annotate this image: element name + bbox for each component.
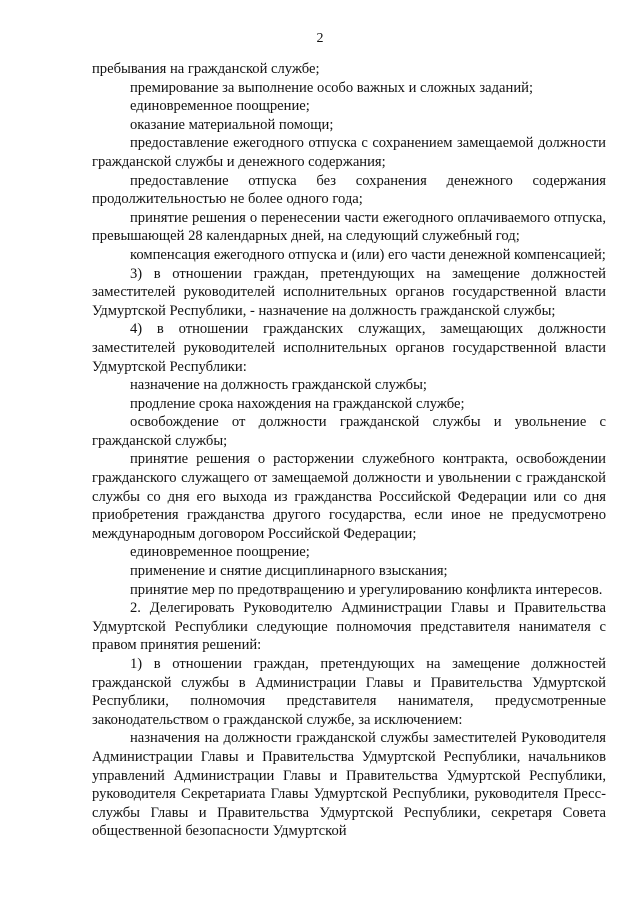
paragraph: пребывания на гражданской службе; bbox=[92, 61, 320, 77]
paragraph: принятие мер по предотвращению и урегулированию конфликта интересов. bbox=[130, 581, 603, 598]
paragraph: 3) в отношении граждан, претендующих на замещение должностей заместителей руководителей исполнительных органов государственной власти Удмуртской Республики, - назначение на должность гражданской службы; bbox=[92, 265, 606, 319]
paragraph: 4) в отношении гражданских служащих, замещающих должности заместителей руководителей исполнительных органов государственной власти Удмуртской Республики: bbox=[92, 321, 606, 375]
paragraph: принятие решения о перенесении части ежегодного оплачиваемого отпуска, превышающей 28 календарных дней, на следующий служебный год; bbox=[92, 209, 606, 245]
paragraph: 1) в отношении граждан, претендующих на замещение должностей гражданской службы в Администрации Главы и Правительства Удмуртской Республики, полномочия представителя нанимателя, предусмотренные законодательством о гражданской службе, за исключением: bbox=[92, 656, 606, 728]
paragraph: предоставление отпуска без сохранения денежного содержания продолжительностью не более одного года; bbox=[92, 172, 606, 208]
paragraph: единовременное поощрение; bbox=[130, 544, 310, 561]
paragraph: принятие решения о расторжении служебного контракта, освобождении гражданского служащего от замещаемой должности и увольнении с гражданской службы со дня его выхода из гражданства Российской Федерации или со дня приобретения гражданства другого государства, если иное не предусмотрено международным договором Российской Федерации; bbox=[92, 451, 606, 542]
document-body bbox=[92, 60, 606, 841]
paragraph: предоставление ежегодного отпуска с сохранением замещаемой должности гражданской службы и денежного содержания; bbox=[92, 135, 606, 170]
paragraph: оказание материальной помощи; bbox=[130, 116, 334, 133]
paragraph: продление срока нахождения на гражданской службе; bbox=[130, 395, 465, 412]
paragraph: освобождение от должности гражданской службы и увольнение с гражданской службы; bbox=[92, 414, 606, 449]
paragraph: единовременное поощрение; bbox=[130, 98, 310, 115]
paragraph: назначения на должности гражданской службы заместителей Руководителя Администрации Главы и Правительства Удмуртской Республики, начальников управлений Администрации Главы и Правительства Удмуртской Республики, руководителя Секретариата Главы Удмуртской Республики, руководителя Пресс-службы Главы и Правительства Удмуртской Республики, секретаря Совета общественной безопасности Удмуртской bbox=[92, 730, 606, 840]
page-number: 2 bbox=[316, 31, 324, 46]
paragraph: компенсация ежегодного отпуска и (или) его части денежной компенсацией; bbox=[130, 246, 606, 263]
paragraph: 2. Делегировать Руководителю Администрации Главы и Правительства Удмуртской Республики следующие полномочия представителя нанимателя с правом принятия решений: bbox=[92, 600, 606, 654]
paragraph: применение и снятие дисциплинарного взыскания; bbox=[130, 563, 448, 580]
paragraph: назначение на должность гражданской службы; bbox=[130, 377, 427, 394]
paragraph: премирование за выполнение особо важных и сложных заданий; bbox=[130, 79, 534, 96]
